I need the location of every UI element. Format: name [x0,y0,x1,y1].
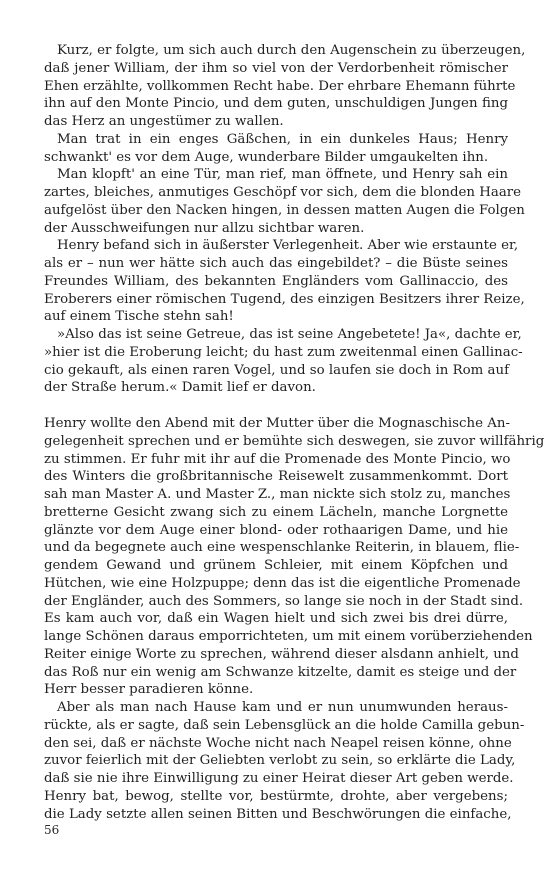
text-line: Ehen erzählte, vollkommen Recht habe. Der ehrbare Ehemann führte [44,78,516,94]
text-line: Hütchen, wie eine Holzpuppe; denn das ist die eigentliche Promenade [44,575,521,591]
text-line: schwankt' es vor dem Auge, wunderbare Bilder umgaukelten ihn. [44,149,489,165]
text-line: bretterne Gesicht zwang sich zu einem Lächeln, manche Lorgnette [44,504,508,520]
text-line: daß sie nie ihre Einwilligung zu einer Heirat dieser Art geben werde. [44,771,514,786]
text-line: zuvor feierlich mit der Geliebten verlobt zu sein, so erklärte die Lady, [44,753,516,769]
text-line: rückte, als er sagte, daß sein Lebensglück an die holde Camilla gebun- [44,717,525,733]
text-line: gendem Gewand und grünem Schleier, mit einem Köpfchen und [44,558,508,573]
text-line: des Winters die großbritannische Reisewelt zusammenkommt. Dort [44,469,508,485]
text-line: das Roß nur ein wenig am Schwanze kitzelte, damit es steige und der [44,664,517,680]
text-section [44,415,545,823]
text-line: gelegenheit sprechen und er bemühte sich deswegen, sie zuvor willfährig [44,433,545,449]
text-line: Henry wollte den Abend mit der Mutter über die Mognaschische An- [44,416,510,431]
text-line: Kurz, er folgte, um sich auch durch den Augenschein zu überzeugen, [57,43,526,58]
page-number: 56 [44,823,60,837]
text-line: Aber als man nach Hause kam und er nun unumwunden heraus- [57,700,508,715]
paragraph [44,42,526,131]
text-line: Freundes William, des bekannten Engländers vom Gallinaccio, des [44,273,508,289]
text-line: Henry befand sich in äußerster Verlegenheit. Aber wie erstaunte er, [57,238,519,254]
text-line: Reiter einige Worte zu sprechen, während dieser alsdann anhielt, und [44,646,519,662]
text-line: Es kam auch vor, daß ein Wagen hielt und sich zwei bis drei dürre, [44,611,508,627]
page-text-body [44,42,545,823]
text-line: glänzte vor dem Auge einer blond- oder rothaarigen Dame, und hie [44,522,508,538]
text-section [44,42,526,397]
text-line: Man klopft' an eine Tür, man rief, man öffnete, und Henry sah ein [57,167,508,183]
text-line: Herr besser paradieren könne. [44,682,254,698]
text-line: Henry bat, bewog, stellte vor, bestürmte, drohte, aber vergebens; [44,788,508,804]
text-line: die Lady setzte allen seinen Bitten und Beschwörungen die einfache, [44,806,512,822]
paragraph [44,415,545,699]
text-line: der Straße herum.« Damit lief er davon. [44,380,316,396]
text-line: der Ausschweifungen nur allzu sichtbar waren. [44,220,365,236]
text-line: aufgelöst über den Nacken hingen, in dessen matten Augen die Folgen [44,202,525,218]
text-line: zartes, bleiches, anmutiges Geschöpf vor sich, dem die blonden Haare [44,185,522,200]
text-line: cio gekauft, als einen raren Vogel, und so laufen sie doch in Rom auf [44,362,510,378]
text-line: lange Schönen daraus emporrichteten, um mit einem vorüberziehenden [44,629,533,644]
paragraph [44,326,523,397]
text-line: ihn auf den Monte Pincio, und dem guten, unschuldigen Jungen fing [44,96,508,112]
text-line: »hier ist die Eroberung leicht; du hast zum zweitenmal einen Gallinac- [44,344,523,360]
text-line: sah man Master A. und Master Z., man nickte sich stolz zu, manches [44,487,511,502]
text-line: der Engländer, auch des Sommers, so lange sie noch in der Stadt sind. [44,593,524,609]
paragraph [44,699,525,823]
paragraph [44,237,525,326]
text-line: Man trat in ein enges Gäßchen, in ein dunkeles Haus; Henry [57,131,508,147]
text-line: als er – nun wer hätte sich auch das eingebildet? – die Büste seines [44,256,508,271]
text-line: das Herz an ungestümer zu wallen. [44,114,284,129]
text-line: daß jener William, der ihm so viel von der Verdorbenheit römischer [44,60,508,76]
text-line: auf einem Tische stehn sah! [44,309,234,325]
paragraph [44,131,508,167]
text-line: den sei, daß er nächste Woche nicht nach Neapel reisen könne, ohne [44,735,512,751]
text-line: zu stimmen. Er fuhr mit ihr auf die Promenade des Monte Pincio, wo [44,451,511,467]
text-line: Eroberers einer römischen Tugend, des einzigen Besitzers ihrer Reize, [44,291,525,307]
paragraph [44,166,525,237]
text-line: »Also das ist seine Getreue, das ist seine Angebetete! Ja«, dachte er, [57,327,522,342]
text-line: und da begegnete auch eine wespenschlanke Reiterin, in blauem, flie- [44,540,520,556]
